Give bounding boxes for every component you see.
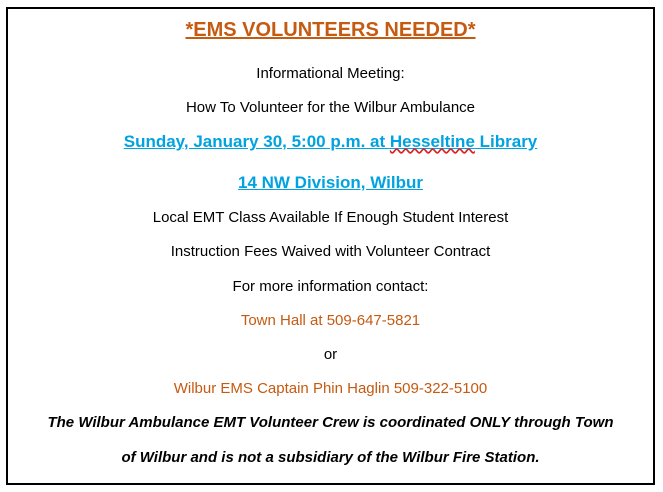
contact-town-hall: Town Hall at 509-647-5821 [240, 312, 421, 329]
contact-captain [8, 380, 653, 397]
fees-note: Instruction Fees Waived with Volunteer Contract [170, 243, 491, 260]
contact-captain-text: Wilbur EMS Captain Phin Haglin 509-322-5100 [173, 380, 488, 397]
meeting-heading: Informational Meeting: [256, 65, 405, 82]
disclaimer-line-2: of Wilbur and is not a subsidiary of the Wilbur Fire Station. [121, 449, 540, 466]
flyer-box [6, 7, 655, 485]
disclaimer-line-1: The Wilbur Ambulance EMT Volunteer Crew is coordinated ONLY through Town [47, 414, 614, 431]
meeting-address: 14 NW Division, Wilbur [238, 173, 423, 192]
venue-suffix: Library [474, 132, 538, 151]
contact-or: or [323, 346, 338, 363]
meeting-date-venue [8, 132, 653, 152]
contact-heading: For more information contact: [232, 278, 429, 295]
meeting-date: Sunday, January 30, 5:00 p.m. at [123, 132, 390, 151]
flyer-title: *EMS VOLUNTEERS NEEDED* [185, 19, 476, 41]
venue-name: Hesseltine [389, 132, 475, 151]
class-note: Local EMT Class Available If Enough Student Interest [152, 209, 509, 226]
meeting-topic: How To Volunteer for the Wilbur Ambulance [185, 99, 476, 116]
